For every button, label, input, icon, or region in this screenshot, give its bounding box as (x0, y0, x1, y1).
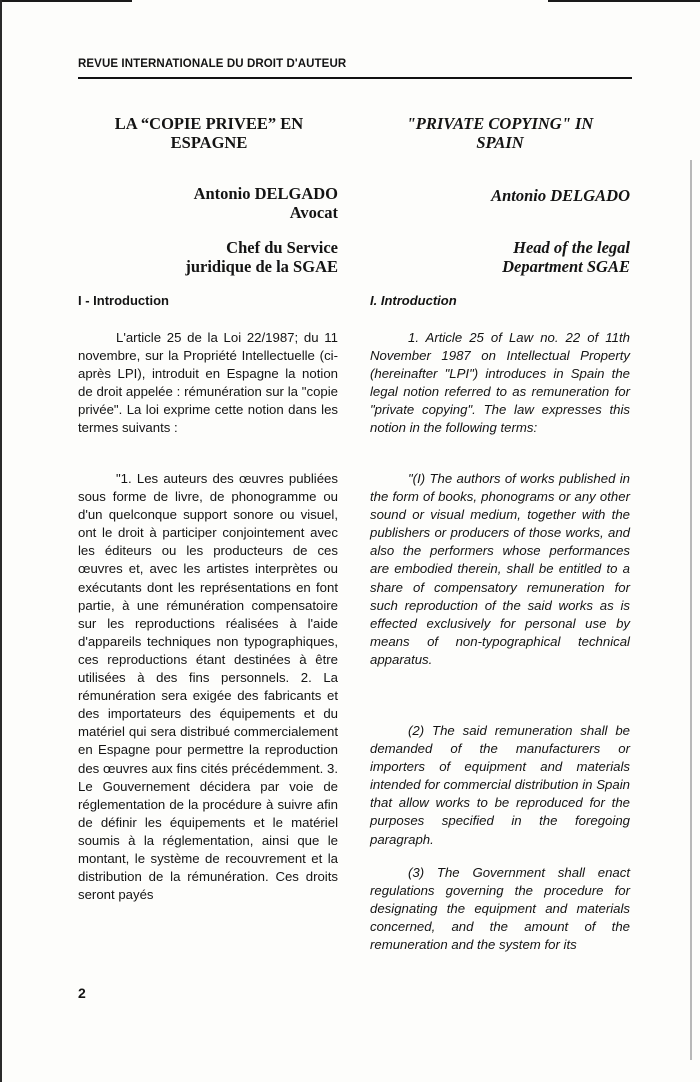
french-author-name: Antonio DELGADO (193, 184, 338, 203)
page-number: 2 (78, 985, 86, 1001)
english-title-line2: SPAIN (476, 133, 524, 152)
english-author-name: Antonio DELGADO (491, 186, 630, 205)
french-paragraph-2: "1. Les auteurs des œuvres publiées sous forme de livre, de phonogramme ou d'un quelconque support sonore ou visuel, ont le droit à participer conjointement avec les éditeurs ou les producteurs de ces œuvres et, avec les artistes interprètes ou exécutants dont les représentations en font partie, à une rémunération compensatoire sur les reproductions réalisées à l'aide d'appareils techniques non typographiques, ces reproductions étant destinées à être utilisées à des fins personnels. 2. La rémunération sera exigée des fabricants et des importateurs des équipements et du matériel qui sera distribué commercialement en Espagne pour permettre la reproduction des œuvres aux fins cités précédemment. 3. Le Gouvernement décidera par voie de réglementation de la procédure à suivre afin de définir les équipements et le matériel soumis à la réglementation, ainsi que le montant, le système de recouvrement et la distribution de la rémunération. Ces droits seront payés (78, 471, 338, 903)
running-head: REVUE INTERNATIONALE DU DROIT D'AUTEUR (78, 58, 347, 70)
english-title-line1: "PRIVATE COPYING" IN (406, 114, 594, 133)
english-position (370, 238, 630, 276)
french-paragraph-1: L'article 25 de la Loi 22/1987; du 11 novembre, sur la Propriété Intellectuelle (ci-après LPI), introduit en Espagne la notion de droit appelée : rémunération sur la "copie privée". La loi exprime cette notion dans les termes suivants : (78, 330, 338, 436)
english-position-line2: Department SGAE (502, 257, 630, 276)
english-paragraph-2: "(I) The authors of works published in the form of books, phonograms or any other sound or visual medium, together with the publishers or producers of those works, and also the performers whose performances are embodied therein, shall be entitled to a share of compensatory remuneration for such reproduction of the said works as is effected exclusively for personal use by means of non-typographical technical apparatus. (370, 471, 630, 667)
scan-border-top-right (548, 0, 700, 2)
french-position (78, 238, 338, 276)
english-title (370, 114, 630, 152)
french-section-heading: I - Introduction (78, 293, 169, 308)
english-paragraph-1: 1. Article 25 of Law no. 22 of 11th November 1987 on Intellectual Property (hereinafter "LPI") introduces in Spain the legal notion referred to as remuneration for "private copying". The law expresses this notion in the following terms: (370, 330, 630, 436)
english-paragraph-4: (3) The Government shall enact regulations governing the procedure for designating the equipment and materials concerned, and the amount of the remuneration and the system for its (370, 865, 630, 953)
scan-border-top-left (0, 0, 132, 2)
english-position-line1: Head of the legal (513, 238, 630, 257)
english-section-heading: I. Introduction (370, 293, 457, 308)
english-author (370, 186, 630, 205)
french-position-line1: Chef du Service (226, 238, 338, 257)
scan-border-left (0, 0, 2, 1082)
french-title-line2: ESPAGNE (170, 133, 248, 152)
english-paragraph-3: (2) The said remuneration shall be demanded of the manufacturers or importers of equipment and materials intended for commercial distribution in Spain that allow works to be reproduced for the purposes specified in the foregoing paragraph. (370, 723, 630, 847)
french-position-line2: juridique de la SGAE (185, 257, 338, 276)
scan-border-right (690, 160, 692, 1060)
french-title (78, 114, 340, 152)
french-author (78, 184, 338, 222)
french-author-role: Avocat (289, 203, 338, 222)
french-title-line1: LA “COPIE PRIVEE” EN (114, 114, 304, 133)
header-rule (78, 77, 632, 79)
